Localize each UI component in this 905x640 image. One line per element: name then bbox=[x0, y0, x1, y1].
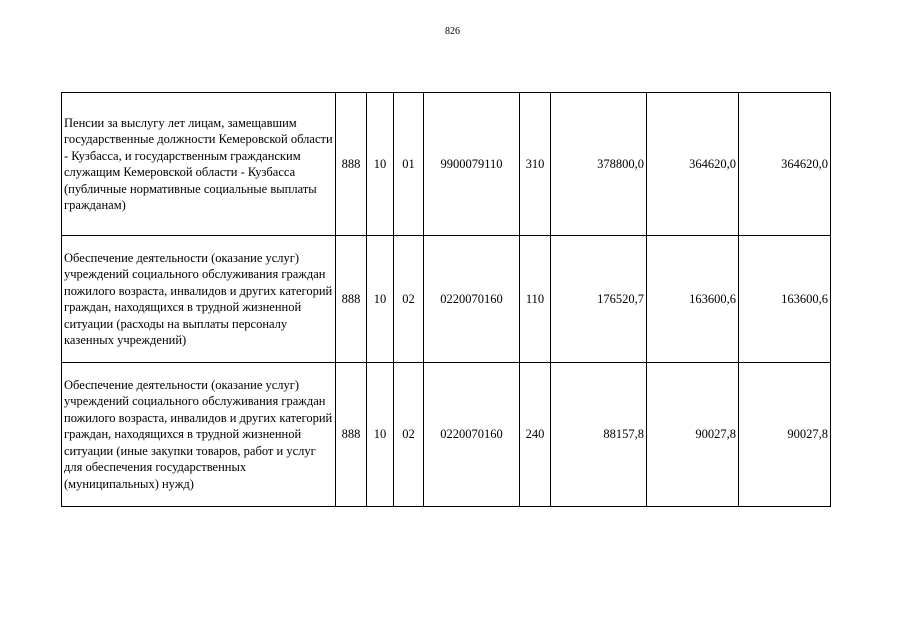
ministry-cell: 888 bbox=[336, 93, 367, 236]
ministry-cell: 888 bbox=[336, 363, 367, 507]
subsection-cell: 02 bbox=[394, 363, 424, 507]
target-article-cell: 0220070160 bbox=[424, 363, 520, 507]
section-cell: 10 bbox=[367, 236, 394, 363]
budget-table bbox=[61, 92, 831, 507]
amount-2-cell: 163600,6 bbox=[647, 236, 739, 363]
section-cell: 10 bbox=[367, 363, 394, 507]
amount-3-cell: 90027,8 bbox=[739, 363, 831, 507]
table-row bbox=[62, 236, 831, 363]
page-number: 826 bbox=[445, 26, 460, 37]
table-row bbox=[62, 93, 831, 236]
expense-type-cell: 240 bbox=[520, 363, 551, 507]
section-cell: 10 bbox=[367, 93, 394, 236]
expense-type-cell: 110 bbox=[520, 236, 551, 363]
amount-3-cell: 163600,6 bbox=[739, 236, 831, 363]
description-cell: Обеспечение деятельности (оказание услуг) учреждений социального обслуживания граждан пожилого возраста, инвалидов и других категорий граждан, находящихся в трудной жизненной ситуации (иные закупки товаров, работ и услуг для обеспечения государственных (муниципальных) нужд) bbox=[62, 363, 336, 507]
description-cell: Пенсии за выслугу лет лицам, замещавшим государственные должности Кемеровской области - Кузбасса, и государственным гражданским служащим Кемеровской области - Кузбасса (публичные нормативные социальные выплаты гражданам) bbox=[62, 93, 336, 236]
amount-1-cell: 378800,0 bbox=[551, 93, 647, 236]
target-article-cell: 9900079110 bbox=[424, 93, 520, 236]
amount-3-cell: 364620,0 bbox=[739, 93, 831, 236]
subsection-cell: 01 bbox=[394, 93, 424, 236]
table-row bbox=[62, 363, 831, 507]
description-cell: Обеспечение деятельности (оказание услуг) учреждений социального обслуживания граждан пожилого возраста, инвалидов и других категорий граждан, находящихся в трудной жизненной ситуации (расходы на выплаты персоналу казенных учреждений) bbox=[62, 236, 336, 363]
subsection-cell: 02 bbox=[394, 236, 424, 363]
target-article-cell: 0220070160 bbox=[424, 236, 520, 363]
amount-1-cell: 176520,7 bbox=[551, 236, 647, 363]
amount-2-cell: 364620,0 bbox=[647, 93, 739, 236]
amount-2-cell: 90027,8 bbox=[647, 363, 739, 507]
expense-type-cell: 310 bbox=[520, 93, 551, 236]
amount-1-cell: 88157,8 bbox=[551, 363, 647, 507]
ministry-cell: 888 bbox=[336, 236, 367, 363]
